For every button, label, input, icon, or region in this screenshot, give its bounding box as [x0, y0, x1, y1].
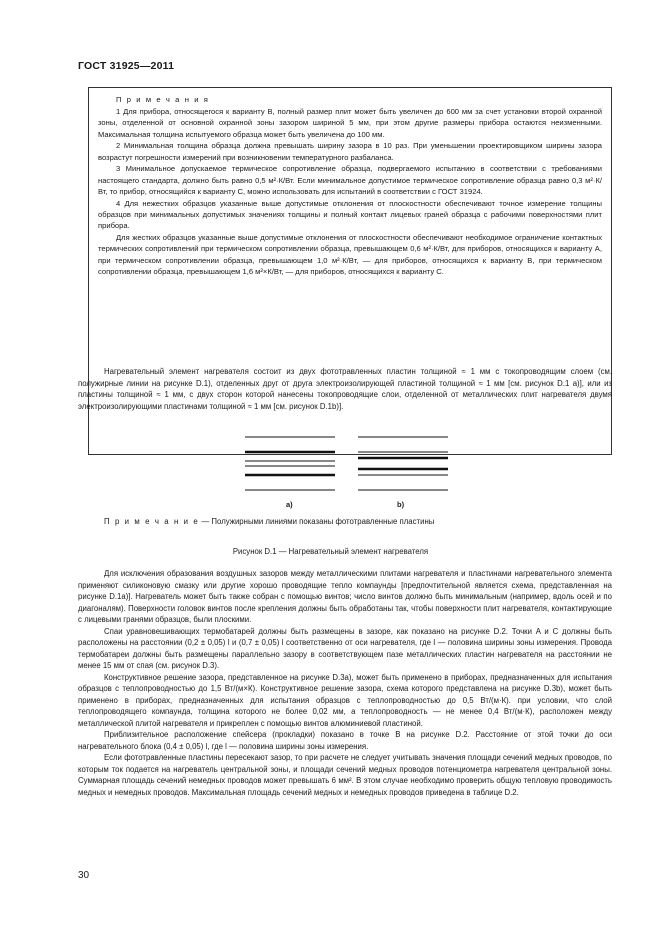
body-paragraph-top: [78, 366, 612, 412]
note-item-1: 1 Для прибора, относящегося к варианту B, полный размер плит может быть увеличен до 600 мм за счет установки второй охранной зоны, отделенной от основной охранной зоны зазором шириной 5 мм, при этом другие размеры прибора остаются неизменными. Максимальная толщина испытуемого образца может быть увеличена до 100 мм.: [98, 106, 602, 139]
note-item-4: 4 Для нежестких образцов указанные выше допустимые отклонения от плоскостности обеспечивают точное измерение толщины образцов при минимальных допустимых значениях толщины и полный контакт лицевых граней образца с рабочими поверхностями плит прибора.: [98, 198, 602, 231]
page-number: 30: [78, 870, 90, 881]
paragraph-air-gaps: Для исключения образования воздушных зазоров между металлическими плитами нагревателя и пластинами нагревательного элемента применяют силиконовую смазку или другие хорошо проводящие тепло компаунды [предпочтительной является схема, представленная на рисунке D.1a)]. Нагреватель может быть также собран с помощью винтов; число винтов должно быть минимальным (например, вдоль осей и по диагоналям). Поверхности головок винтов после крепления должны быть обработаны так, чтобы поверхности плит нагревателя, контактирующие с лицевыми гранями образцов, были плоскими.: [78, 569, 612, 624]
figure-caption: Рисунок D.1 — Нагревательный элемент нагревателя: [232, 547, 429, 556]
figure-d1-drawing: [225, 432, 455, 512]
figure-label-a: a): [286, 500, 293, 509]
figure-note: [104, 517, 434, 526]
figure-note-prefix: П р и м е ч а н и е: [104, 517, 200, 526]
notes-heading: П р и м е ч а н и я: [116, 95, 210, 104]
paragraph-wires: Если фототравленные пластины пересекают зазор, то при расчете не следует учитывать значения площади сечений медных проводов, по которым ток подается на нагреватель центральной зоны, и площади сечений медных проводов потенциометра нагревателя центральной зоны. Суммарная площадь сечений немедных проводов может превышать 6 мм². В этом случае необходимо проверить общую тепловую проводимость медных и немедных проводов. Максимальная площадь сечений медных и немедных проводов приведена в таблице D.2.: [78, 753, 612, 797]
paragraph-gap-design: Конструктивное решение зазора, представленное на рисунке D.3a), может быть применено в приборах, предназначенных для испытания образцов с теплопроводностью до 1,5 Вт/(м×К). Конструктивное решение зазора, схема которого представлена на рисунке D.3b), может быть применено в приборах, предназначенных для испытания образцов с теплопроводностью до 0,5 Вт/(м·К). при условии, что слой теплопроводящего компаунда, толщина которого не более 0,02 мм, а теплопроводность — не менее 0,4 Вт/(м·К), расположен между металлической плитой нагревателя и прикреплен с помощью винтов алюминиевой пластиной.: [78, 672, 612, 728]
note-item-5: Для жестких образцов указанные выше допустимые отклонения от плоскостности обеспечивают необходимое ограничение контактных термических сопротивлений при термическом сопротивлении образца, превышающем 0,6 м²·К/Вт, для приборов, относящихся к варианту A, при термическом сопротивлении образца, превышающем 1,0 м²·К/Вт, — для приборов, относящихся к варианту B, при термическом сопротивлении образца, превышающем 1,6 м²×К/Вт, — для приборов, относящихся к варианту C.: [98, 232, 602, 277]
paragraph-thermopiles: Спаи уравновешивающих термобатарей должны быть размещены в зазоре, как показано на рисунке D.2. Точки A и C должны быть расположены на расстоянии (0,2 ± 0,05) l и (0,7 ± 0,05) l соответственно от оси нагревателя, где l — половина ширины зоны измерения. Провода термобатареи должны быть размещены параллельно зазору в соответствующем пазе металлических пластин нагревателя на расстоянии не менее 15 мм от спая (см. рисунок D.3).: [78, 626, 612, 670]
figure-label-b: b): [397, 500, 405, 509]
paragraph-heating-element: Нагревательный элемент нагревателя состоит из двух фототравленных пластин толщиной ≈ 1 мм с токопроводящим слоем (см. полужирные линии на рисунке D.1), отделенных друг от друга электроизолирующей пластиной толщиной ≈ 1 мм [см. рисунок D.1 a)], или из пластины толщиной ≈ 1 мм, с двух сторон которой нанесены токопроводящие слои, отделенной от металлических плит нагревателя двумя электроизолирующими пластинами толщиной ≈ 1 мм [см. рисунок D.1b)].: [78, 367, 612, 411]
document-header: ГОСТ 31925—2011: [78, 60, 175, 72]
paragraph-spacer: Приблизительное расположение спейсера (прокладки) показано в точке B на рисунке D.2. Расстояние от этой точки до оси нагревательного блока (0,4 ± 0,05) l, где l — половина ширины зоны измерения.: [78, 730, 612, 751]
figure-variant-b: [358, 437, 448, 490]
note-item-2: 2 Минимальная толщина образца должна превышать ширину зазора в 10 раз. При уменьшении проектировщиком ширины зазора возрастут погрешности измерений при возникновении температурного разбаланса.: [98, 141, 602, 162]
body-paragraphs-bottom: [78, 568, 612, 798]
figure-variant-a: [245, 437, 335, 490]
figure-note-text: — Полужирными линиями показаны фототравленные пластины: [199, 517, 435, 526]
note-item-3: 3 Минимальное допускаемое термическое сопротивление образца, подвергаемого испытанию в соответствии с требованиями настоящего стандарта, должно быть равно 0,5 м²·К/Вт. Если минимальное допустимое термическое сопротивление образца равно 0,3 м²·К/Вт, то прибор, относящийся к варианту C, можно использовать для испытаний в соответствии с ГОСТ 31924.: [98, 164, 602, 197]
